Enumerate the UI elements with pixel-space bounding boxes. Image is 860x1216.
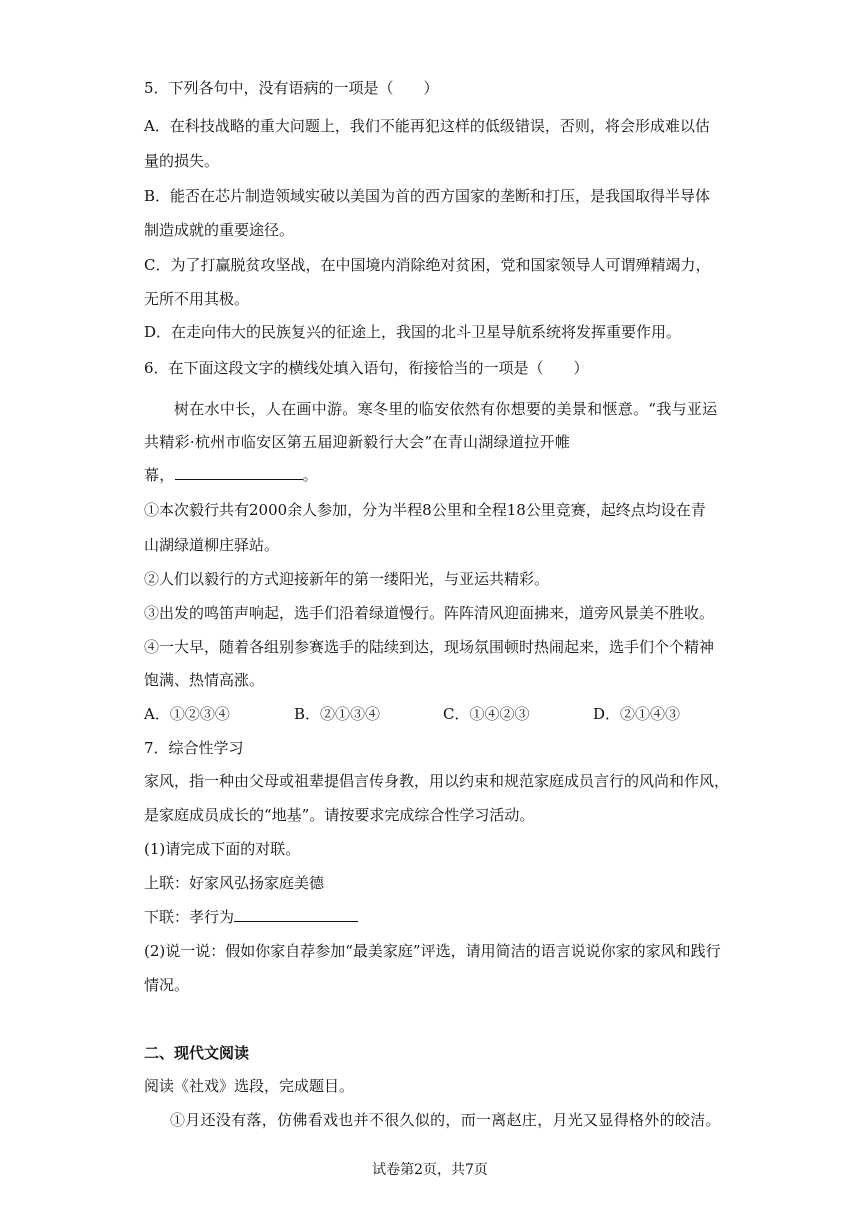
q7-part1: (1)请完成下面的对联。 [144, 840, 301, 858]
q6-fill-blank[interactable] [175, 465, 303, 480]
q5-option-a-line1: A．在科技战略的重大问题上，我们不能再犯这样的低级错误，否则，将会形成难以估 [144, 117, 710, 135]
q6-passage-line2: 共精彩·杭州市临安区第五届迎新毅行大会”在青山湖绿道拉开帷 [144, 433, 571, 451]
q7-intro-line2: 是家庭成员成长的“地基”。请按要求完成综合性学习活动。 [144, 806, 535, 824]
q7-lower-couplet [144, 907, 724, 927]
q5-option-c-line2: 无所不用其极。 [144, 290, 250, 308]
q6-option-a: A．①②③④ [144, 705, 230, 723]
q5-option-d: D．在走向伟大的民族复兴的征途上，我国的北斗卫星导航系统将发挥重要作用。 [144, 323, 682, 341]
q6-sentence2: ②人们以毅行的方式迎接新年的第一缕阳光，与亚运共精彩。 [144, 570, 550, 588]
q5-option-a-line2: 量的损失。 [144, 152, 220, 170]
q7-part2-line1: (2)说一说：假如你家自荐参加“最美家庭”评选，请用简洁的语言说说你家的家风和践行 [144, 942, 721, 960]
q6-option-d: D．②①④③ [593, 705, 681, 723]
q7-lower-couplet-text: 下联：孝行为 [144, 908, 235, 926]
q6-sentence1-line2: 山湖绿道柳庄驿站。 [144, 536, 280, 554]
q5-option-b-line2: 制造成就的重要途径。 [144, 221, 295, 239]
q5-option-c-line1: C．为了打赢脱贫攻坚战，在中国境内消除绝对贫困，党和国家领导人可谓殚精竭力， [144, 256, 711, 274]
q7-upper-couplet: 上联：好家风弘扬家庭美德 [144, 874, 325, 892]
q6-sentence4-line2: 饱满、热情高涨。 [144, 671, 265, 689]
q7-part2-line2: 情况。 [144, 976, 190, 994]
q7-couplet-blank[interactable] [234, 907, 358, 922]
reading-paragraph1: ①月还没有落，仿佛看戏也并不很久似的，而一离赵庄，月光又显得格外的皎洁。 [170, 1111, 721, 1129]
q6-passage-line1: 树在水中长，人在画中游。寒冬里的临安依然有你想要的美景和惬意。“我与亚运 [174, 400, 718, 418]
q5-stem: 5．下列各句中，没有语病的一项是（ ） [144, 79, 439, 97]
q6-option-c: C．①④②③ [443, 705, 530, 723]
q6-passage-line3 [144, 465, 724, 485]
q7-intro-line1: 家风，指一种由父母或祖辈提倡言传身教，用以约束和规范家庭成员言行的风尚和作风， [144, 772, 730, 790]
q6-option-b: B．②①③④ [294, 705, 381, 723]
q5-option-b-line1: B．能否在芯片制造领域实破以美国为首的西方国家的垄断和打压，是我国取得半导体 [144, 187, 711, 205]
q6-passage-line3-end: 。 [302, 466, 318, 484]
q6-stem: 6．在下面这段文字的横线处填入语句，衔接恰当的一项是（ ） [144, 359, 589, 377]
page-footer: 试卷第2页，共7页 [372, 1162, 488, 1178]
q6-sentence4-line1: ④一大早，随着各组别参赛选手的陆续到达，现场氛围顿时热闹起来，选手们个个精神 [144, 638, 715, 656]
q6-sentence3: ③出发的鸣笛声响起，选手们沿着绿道慢行。阵阵清风迎面拂来，道旁风景美不胜收。 [144, 604, 715, 622]
reading-intro: 阅读《社戏》选段，完成题目。 [144, 1077, 355, 1095]
q6-passage-line3-text: 幕， [144, 466, 175, 484]
q7-stem: 7．综合性学习 [144, 739, 244, 757]
section-heading: 二、现代文阅读 [144, 1044, 250, 1062]
q6-sentence1-line1: ①本次毅行共有2000余人参加，分为半程8公里和全程18公里竞赛，起终点均设在青 [144, 501, 706, 519]
